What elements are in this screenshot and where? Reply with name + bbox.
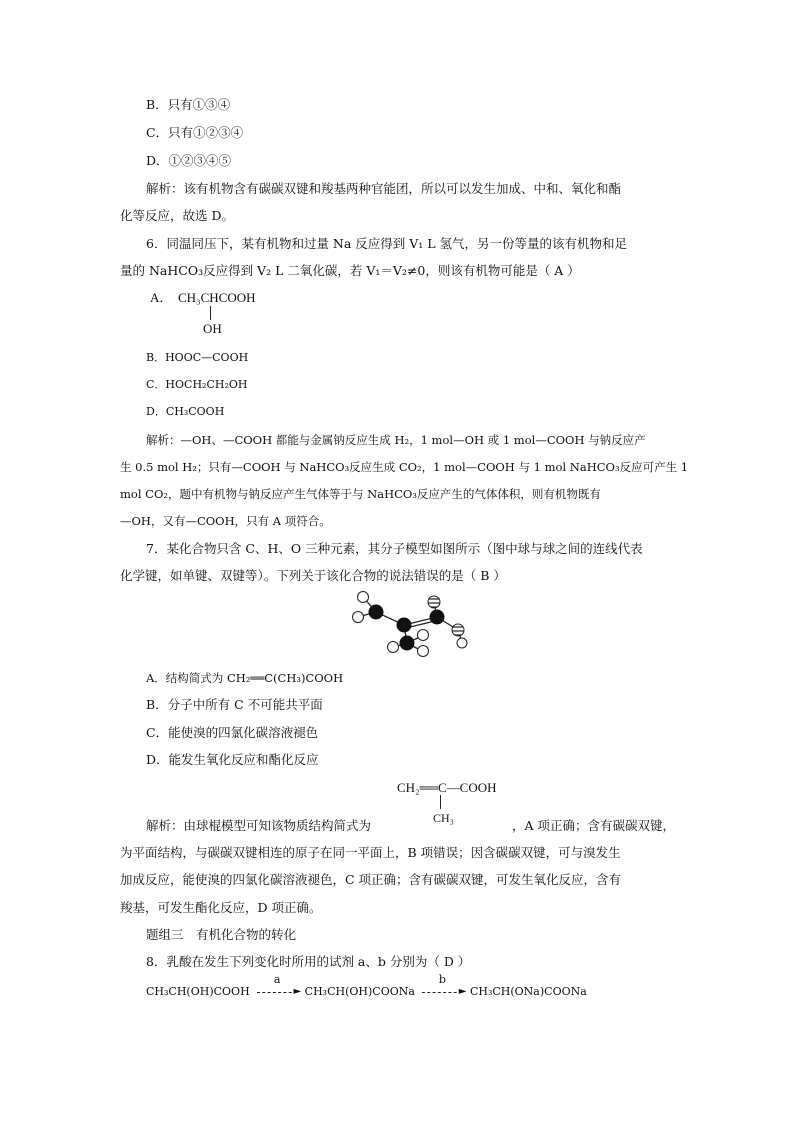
q8-reaction-chain bbox=[146, 973, 587, 999]
q7-structure-ch3: CH₃ bbox=[433, 811, 454, 825]
q8-reactant: CH₃CH(OH)COOH bbox=[146, 985, 250, 998]
q7-structure-formula: CH₂══C—COOH bbox=[397, 780, 497, 795]
q7-analysis-line-1a: 解析：由球棍模型可知该物质结构简式为 bbox=[146, 818, 372, 833]
q6-option-d: D．CH₃COOH bbox=[146, 405, 225, 418]
q6-option-a-bond bbox=[210, 306, 211, 320]
q6-analysis-line-1: 解析：—OH、—COOH 都能与金属钠反应生成 H₂，1 mol—OH 或 1 mol—COOH 与钠反应产 bbox=[146, 433, 646, 447]
arrow-head-icon: ► bbox=[458, 986, 467, 997]
q5-option-b: B．只有①③④ bbox=[146, 97, 231, 112]
q6-option-a-oh: OH bbox=[203, 321, 222, 336]
q6-analysis-line-4: —OH，又有—COOH，只有 A 项符合。 bbox=[120, 514, 331, 528]
q6-option-b: B．HOOC—COOH bbox=[146, 351, 249, 364]
q6-stem-line-2: 量的 NaHCO₃反应得到 V₂ L 二氧化碳，若 V₁＝V₂≠0，则该有机物可能是（ A ） bbox=[120, 263, 580, 278]
q5-option-c: C．只有①②③④ bbox=[146, 125, 244, 140]
q7-analysis-line-3: 加成反应，能使溴的四氯化碳溶液褪色，C 项正确；含有碳碳双键，可发生氧化反应，含有 bbox=[120, 872, 622, 887]
q6-option-a-formula: CH₃CHCOOH bbox=[178, 290, 256, 305]
q7-option-a: A．结构简式为 CH₂══C(CH₃)COOH bbox=[146, 671, 344, 685]
q6-stem-line-1: 6．同温同压下，某有机物和过量 Na 反应得到 V₁ L 氢气，另一份等量的该有机物和足 bbox=[146, 236, 628, 251]
q7-stem-line-2: 化学键，如单键、双键等）。下列关于该化合物的说法错误的是（ B ） bbox=[120, 568, 506, 583]
q5-option-d: D．①②③④⑤ bbox=[146, 153, 232, 168]
q7-analysis-line-1b: ，A 项正确；含有碳碳双键， bbox=[512, 818, 676, 833]
q7-stem-line-1: 7．某化合物只含 C、H、O 三种元素，其分子模型如图所示（图中球与球之间的连线代表 bbox=[146, 541, 643, 556]
q8-arrow-b-label: b bbox=[438, 973, 446, 986]
ball-and-stick-model-image bbox=[348, 590, 476, 660]
section-heading-group-3: 题组三 有机化合物的转化 bbox=[146, 927, 297, 942]
q6-analysis-line-3: mol CO₂，题中有机物与钠反应产生气体等于与 NaHCO₃反应产生的气体体积，则有机物既有 bbox=[120, 487, 601, 501]
arrow-head-icon: ► bbox=[293, 986, 302, 997]
q7-structure-bond bbox=[440, 795, 441, 809]
q7-option-b: B．分子中所有 C 不可能共平面 bbox=[146, 697, 323, 712]
q8-product: CH₃CH(ONa)COONa bbox=[469, 985, 587, 998]
q7-analysis-line-2: 为平面结构，与碳碳双键相连的原子在同一平面上，B 项错误；因含碳碳双键，可与溴发生 bbox=[120, 845, 621, 860]
q8-arrow-a-label: a bbox=[273, 973, 281, 986]
q5-analysis-line-2: 化等反应，故选 D。 bbox=[120, 208, 234, 223]
q6-analysis-line-2: 生 0.5 mol H₂；只有—COOH 与 NaHCO₃反应生成 CO₂，1 mol—COOH 与 1 mol NaHCO₃反应可产生 1 bbox=[120, 460, 689, 474]
q8-stem: 8．乳酸在发生下列变化时所用的试剂 a、b 分别为（ D ） bbox=[146, 954, 471, 969]
q8-arrow-a bbox=[253, 973, 302, 999]
q8-arrow-b bbox=[418, 973, 467, 999]
q8-intermediate: CH₃CH(OH)COONa bbox=[304, 985, 415, 998]
q6-option-c: C．HOCH₂CH₂OH bbox=[146, 378, 248, 391]
q7-option-d: D．能发生氧化反应和酯化反应 bbox=[146, 752, 319, 767]
q5-analysis-line-1: 解析：该有机物含有碳碳双键和羧基两种官能团，所以可以发生加成、中和、氧化和酯 bbox=[146, 181, 622, 196]
q6-option-a-label: A． bbox=[150, 290, 173, 305]
q7-analysis-line-4: 羧基，可发生酯化反应，D 项正确。 bbox=[120, 900, 322, 915]
q7-option-c: C．能使溴的四氯化碳溶液褪色 bbox=[146, 725, 319, 740]
